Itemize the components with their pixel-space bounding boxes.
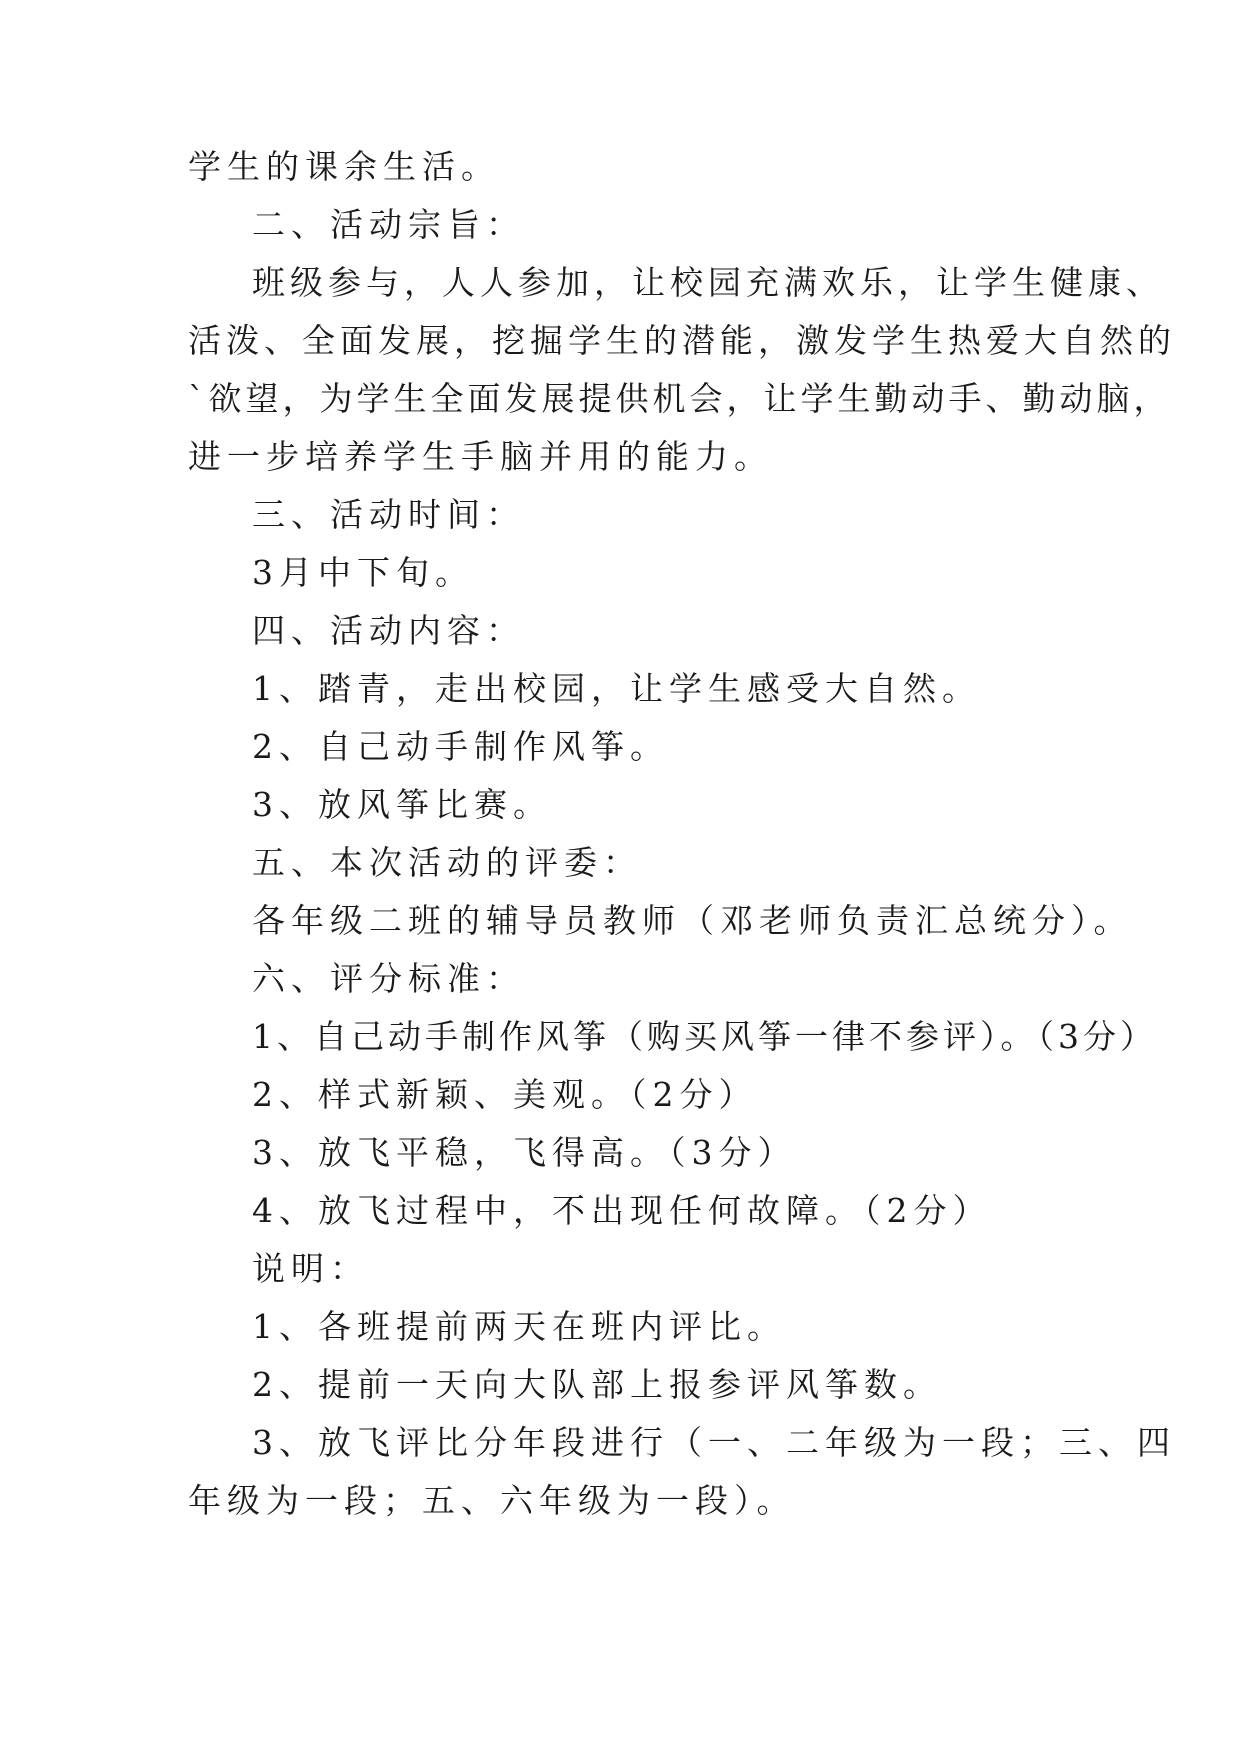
text-line: 3月中下旬。 [252, 553, 474, 592]
text-line: 活泼、全面发展，挖掘学生的潜能，激发学生热爱大自然的 [188, 321, 1176, 360]
text-line: 年级为一段；五、六年级为一段）。 [188, 1481, 796, 1520]
text-line: 学生的课余生活。 [188, 147, 500, 186]
section-heading: 六、评分标准： [252, 959, 525, 998]
list-item: 1、各班提前两天在班内评比。 [252, 1307, 786, 1346]
text-line: 各年级二班的辅导员教师（邓老师负责汇总统分）。 [252, 901, 1133, 940]
list-item: 3、放飞评比分年段进行（一、二年级为一段；三、四 [252, 1423, 1176, 1462]
list-item: 4、放飞过程中，不出现任何故障。（2分） [252, 1191, 992, 1230]
section-heading: 五、本次活动的评委： [252, 843, 642, 882]
list-item: 3、放飞平稳，飞得高。（3分） [252, 1133, 797, 1172]
list-item: 2、自己动手制作风筝。 [252, 727, 669, 766]
section-heading: 三、活动时间： [252, 495, 525, 534]
section-heading: 二、活动宗旨： [252, 205, 525, 244]
text-line: `欲望，为学生全面发展提供机会，让学生勤动手、勤动脑， [188, 379, 1171, 418]
list-item: 2、提前一天向大队部上报参评风筝数。 [252, 1365, 942, 1404]
list-item: 3、放风筝比赛。 [252, 785, 552, 824]
list-item: 1、踏青，走出校园，让学生感受大自然。 [252, 669, 981, 708]
section-heading: 说明： [252, 1249, 369, 1288]
text-line: 进一步培养学生手脑并用的能力。 [188, 437, 773, 476]
section-heading: 四、活动内容： [252, 611, 525, 650]
text-line: 班级参与，人人参加，让校园充满欢乐，让学生健康、 [252, 263, 1164, 302]
list-item: 2、样式新颖、美观。（2分） [252, 1075, 758, 1114]
list-item: 1、自己动手制作风筝（购买风筝一律不参评）。（3分） [252, 1017, 1157, 1056]
